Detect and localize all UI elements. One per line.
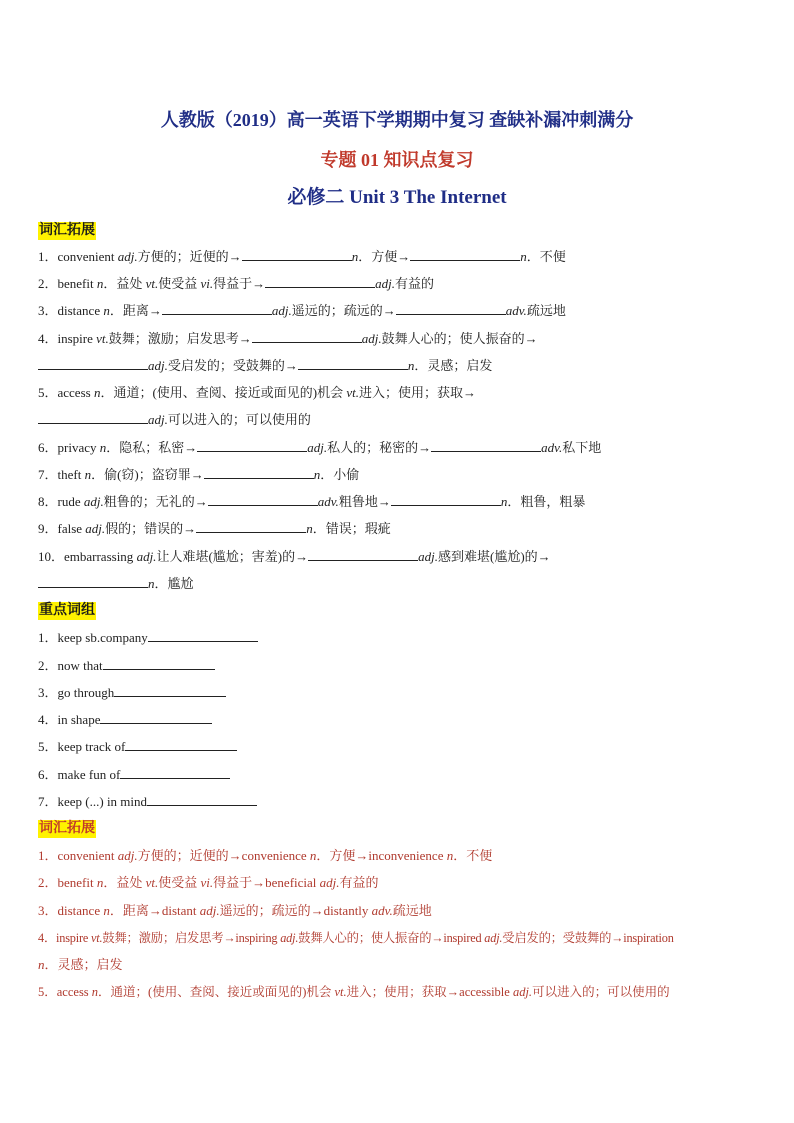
answer-blank[interactable] — [242, 248, 352, 261]
answer-item: 1．convenient adj.方便的；近便的→convenience n．方便→inconvenience n．不便 — [38, 848, 493, 863]
answer-item: 5．access n．通道；(使用、查阅、接近或面见的)机会 vt.进入；使用；获取→accessible adj.可以进入的；可以使用的 — [38, 985, 670, 999]
phrase-item: 2．now that — [38, 657, 768, 675]
phrase-item: 3．go through — [38, 684, 768, 702]
answer-blank[interactable] — [38, 575, 148, 588]
section-heading-phrases: 重点词组 — [39, 603, 95, 618]
answer-blank[interactable] — [120, 766, 230, 779]
answer-blank[interactable] — [252, 330, 362, 343]
answer-blank[interactable] — [197, 439, 307, 452]
answer-blank[interactable] — [204, 466, 314, 479]
answer-blank[interactable] — [162, 302, 272, 315]
vocab-item: 6．privacy n．隐私；私密→ adj.私人的；秘密的→ adv.私下地 — [38, 440, 602, 455]
answer-blank[interactable] — [391, 493, 501, 506]
phrase-item: 7．keep (...) in mind — [38, 793, 768, 811]
vocab-item: 10．embarrassing adj.让人难堪(尴尬；害羞)的→ adj.感到难堪(尴尬)的→ — [38, 549, 551, 564]
vocab-item: 8．rude adj.粗鲁的；无礼的→ adv.粗鲁地→ n．粗鲁，粗暴 — [38, 494, 586, 509]
section-heading-vocab-answers: 词汇拓展 — [39, 821, 95, 836]
answer-blank[interactable] — [308, 548, 418, 561]
section-heading-vocab: 词汇拓展 — [39, 223, 95, 238]
vocab-item: 5．access n．通道；(使用、查阅、接近或面见的)机会 vt.进入；使用；获取→ — [38, 385, 477, 400]
answer-blank[interactable] — [431, 439, 541, 452]
answer-blank[interactable] — [38, 357, 148, 370]
vocab-item: 2．benefit n．益处 vt.使受益 vi.得益于→ adj.有益的 — [38, 276, 435, 291]
answer-blank[interactable] — [103, 657, 215, 670]
answer-item: 2．benefit n．益处 vt.使受益 vi.得益于→beneficial adj.有益的 — [38, 875, 379, 890]
vocab-item-continued: adj.可以进入的；可以使用的 — [38, 411, 768, 429]
answer-blank[interactable] — [147, 793, 257, 806]
answer-item: 4．inspire vt.鼓舞；激励；启发思考→inspiring adj.鼓舞人心的；使人振奋的→inspired adj.受启发的；受鼓舞的→inspiration — [38, 931, 674, 945]
vocab-item: 3．distance n．距离→ adj.遥远的；疏远的→ adv.疏远地 — [38, 303, 566, 318]
answer-blank[interactable] — [208, 493, 318, 506]
phrase-item: 4．in shape — [38, 711, 768, 729]
answer-blank[interactable] — [410, 248, 520, 261]
phrase-item: 6．make fun of — [38, 766, 768, 784]
document-title: 人教版（2019）高一英语下学期期中复习 查缺补漏冲刺满分 — [160, 110, 634, 130]
phrase-item: 1．keep sb.company — [38, 629, 768, 647]
answer-item-continued: n．灵感；启发 — [38, 957, 123, 972]
answer-blank[interactable] — [298, 357, 408, 370]
unit-title: 必修二 Unit 3 The Internet — [287, 187, 507, 208]
topic-title: 专题 01 知识点复习 — [320, 150, 474, 170]
answer-item: 3．distance n．距离→distant adj.遥远的；疏远的→distantly adv.疏远地 — [38, 903, 432, 918]
answer-blank[interactable] — [125, 738, 237, 751]
answer-blank[interactable] — [38, 411, 148, 424]
answer-blank[interactable] — [100, 711, 212, 724]
vocab-item: 4．inspire vt.鼓舞；激励；启发思考→ adj.鼓舞人心的；使人振奋的→ — [38, 331, 538, 346]
answer-blank[interactable] — [196, 520, 306, 533]
answer-blank[interactable] — [148, 629, 258, 642]
answer-blank[interactable] — [265, 275, 375, 288]
vocab-item-continued: n．尴尬 — [38, 575, 768, 593]
vocab-item: 7．theft n．偷(窃)；盗窃罪→ n．小偷 — [38, 467, 360, 482]
answer-blank[interactable] — [396, 302, 506, 315]
vocab-item: 1．convenient adj.方便的；近便的→ n．方便→ n．不便 — [38, 249, 566, 264]
vocab-item: 9．false adj.假的；错误的→ n．错误；瑕疵 — [38, 521, 391, 536]
phrase-item: 5．keep track of — [38, 738, 768, 756]
answer-blank[interactable] — [114, 684, 226, 697]
vocab-item-continued: adj.受启发的；受鼓舞的→ n．灵感；启发 — [38, 357, 768, 375]
